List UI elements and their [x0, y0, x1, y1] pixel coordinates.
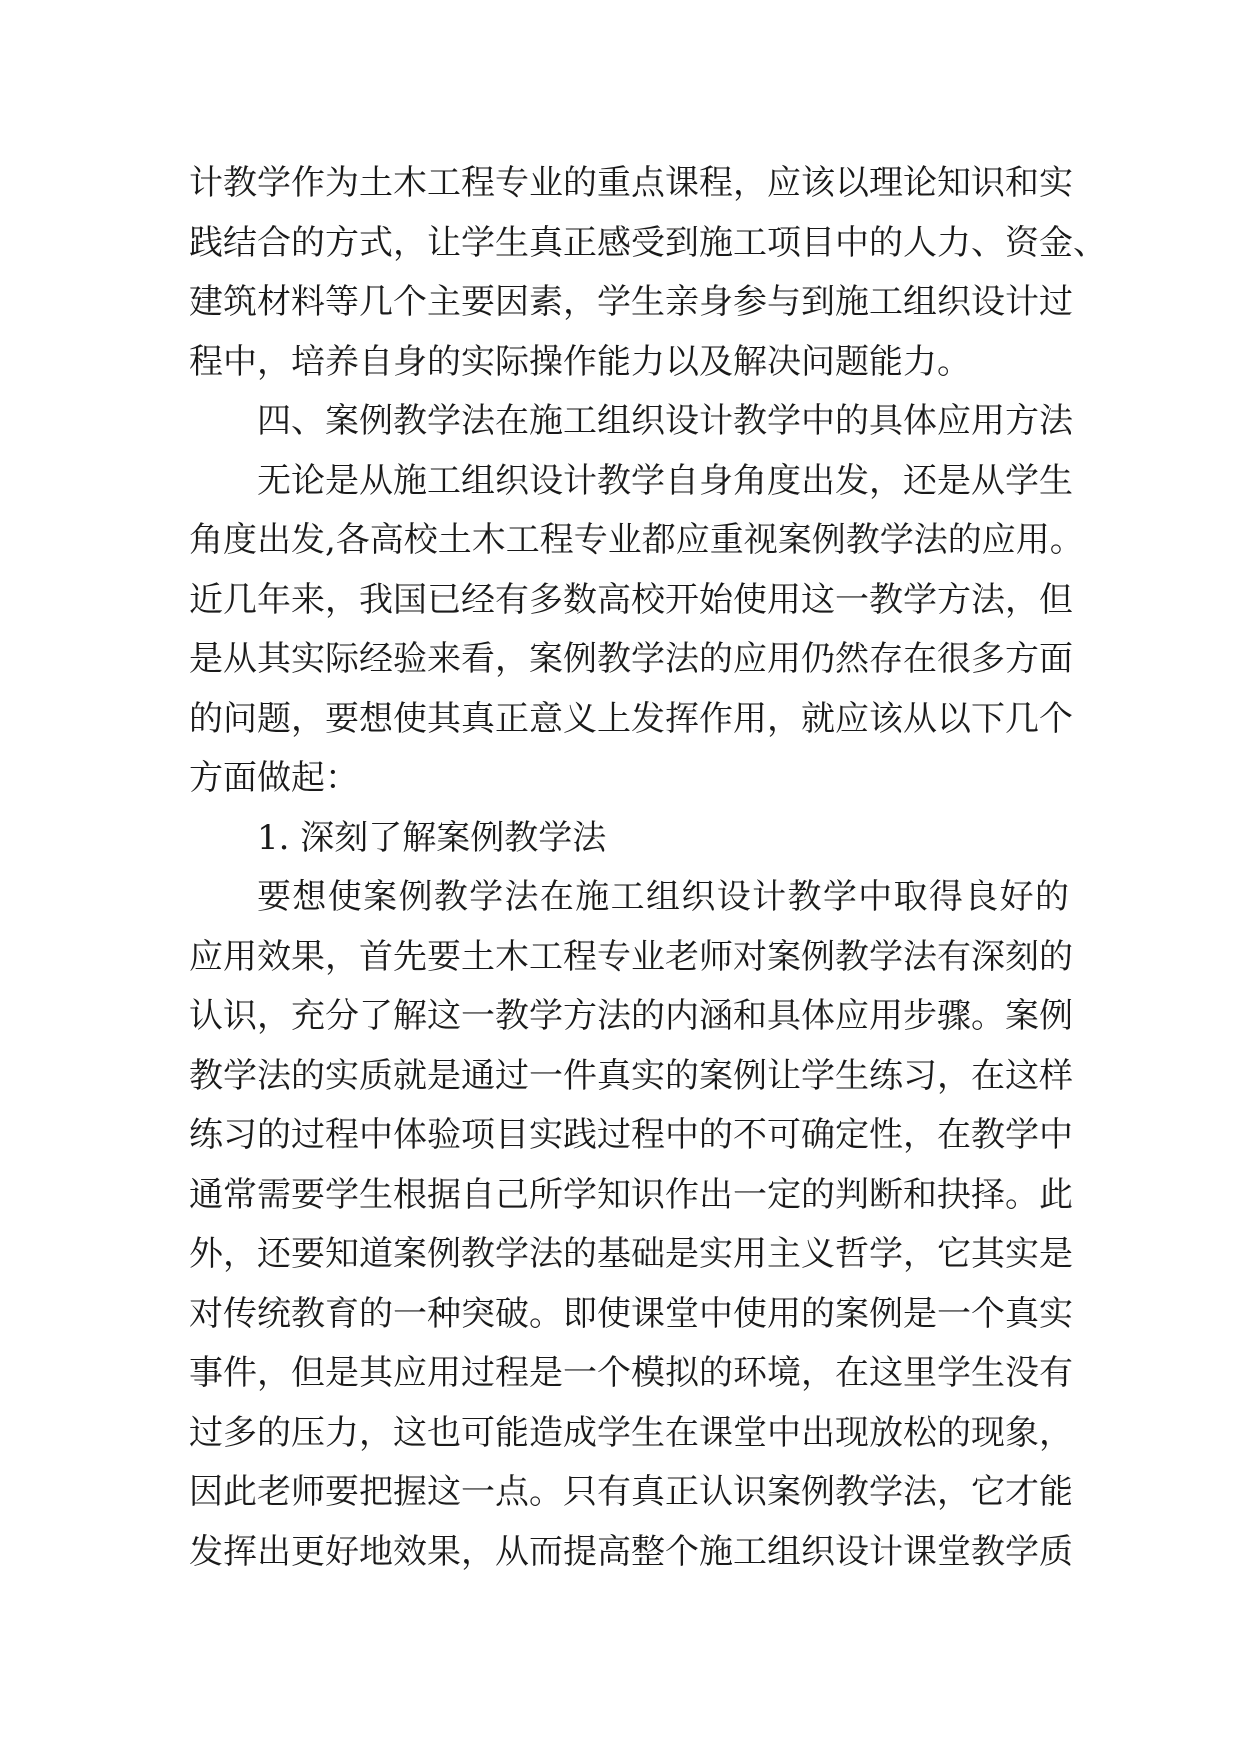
text-line: 是从其实际经验来看，案例教学法的应用仍然存在很多方面 [189, 639, 1073, 679]
text-line: 无论是从施工组织设计教学自身角度出发，还是从学生 [257, 460, 1073, 501]
text-line: 认识，充分了解这一教学方法的内涵和具体应用步骤。案例 [189, 996, 1073, 1036]
text-line: 计教学作为土木工程专业的重点课程，应该以理论知识和实 [189, 163, 1073, 203]
text-line: 方面做起： [189, 758, 359, 798]
text-line: 四、案例教学法在施工组织设计教学中的具体应用方法 [257, 401, 1073, 441]
text-line: 1. 深刻了解案例教学法 [257, 817, 607, 858]
text-line: 的问题，要想使其真正意义上发挥作用，就应该从以下几个 [189, 698, 1073, 739]
text-line: 练习的过程中体验项目实践过程中的不可确定性，在教学中 [189, 1115, 1073, 1155]
text-line: 角度出发,各高校土木工程专业都应重视案例教学法的应用。 [189, 520, 1084, 560]
text-line: 发挥出更好地效果，从而提高整个施工组织设计课堂教学质 [189, 1531, 1073, 1572]
body-text [189, 154, 1107, 1582]
text-line: 过多的压力，这也可能造成学生在课堂中出现放松的现象， [189, 1412, 1073, 1453]
text-line: 践结合的方式，让学生真正感受到施工项目中的人力、资金、 [189, 222, 1107, 263]
text-line: 因此老师要把握这一点。只有真正认识案例教学法，它才能 [189, 1472, 1073, 1512]
text-line: 事件，但是其应用过程是一个模拟的环境，在这里学生没有 [189, 1353, 1073, 1393]
text-line: 对传统教育的一种突破。即使课堂中使用的案例是一个真实 [189, 1293, 1073, 1334]
text-line: 要想使案例教学法在施工组织设计教学中取得良好的 [257, 877, 1069, 917]
text-line: 建筑材料等几个主要因素，学生亲身参与到施工组织设计过 [189, 282, 1073, 322]
text-line: 应用效果，首先要土木工程专业老师对案例教学法有深刻的 [189, 936, 1073, 977]
text-line: 程中，培养自身的实际操作能力以及解决问题能力。 [189, 341, 971, 382]
text-line: 近几年来，我国已经有多数高校开始使用这一教学方法，但 [189, 579, 1073, 620]
text-line: 通常需要学生根据自己所学知识作出一定的判断和抉择。此 [189, 1174, 1073, 1215]
text-line: 教学法的实质就是通过一件真实的案例让学生练习，在这样 [189, 1055, 1073, 1096]
text-line: 外，还要知道案例教学法的基础是实用主义哲学，它其实是 [189, 1234, 1073, 1274]
